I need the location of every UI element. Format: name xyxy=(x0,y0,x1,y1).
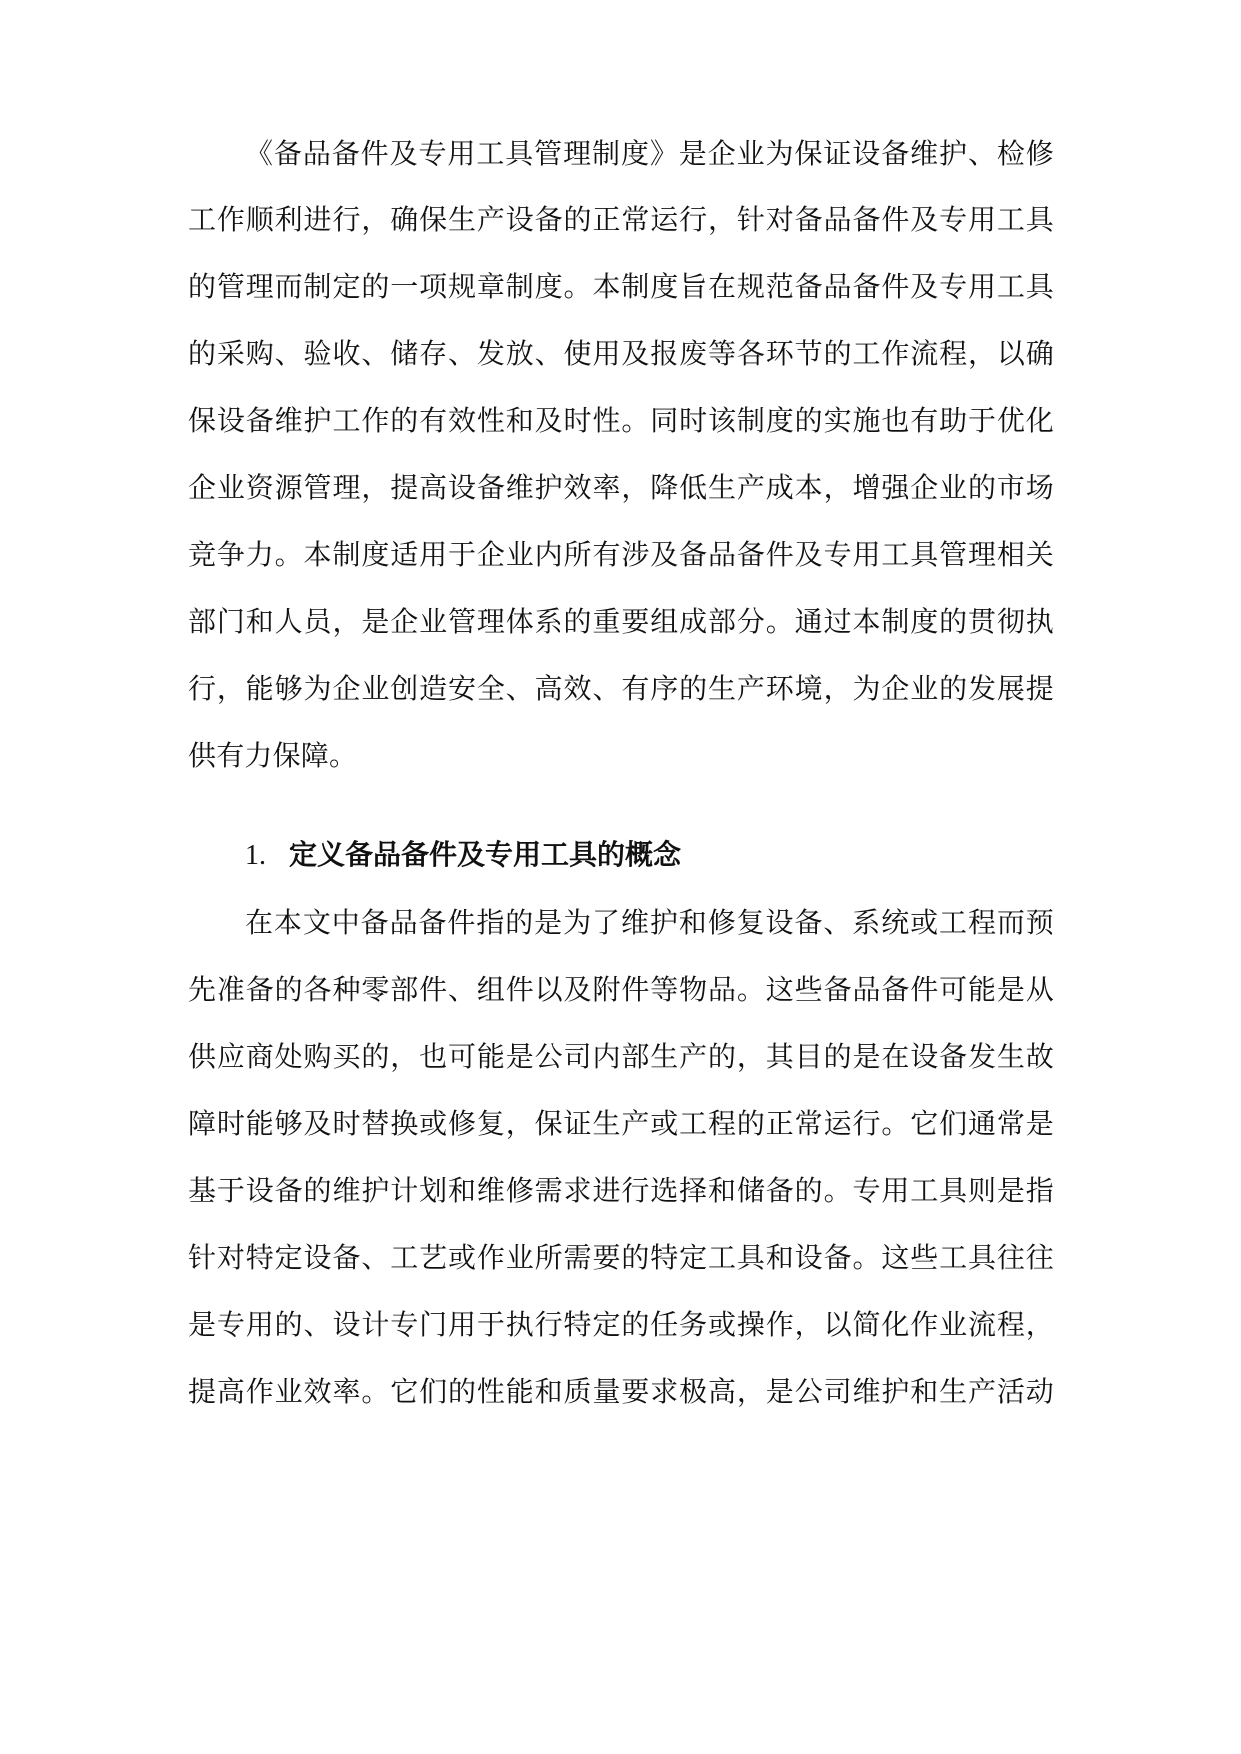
section-1-line-6: 针对特定设备、工艺或作业所需要的特定工具和设备。这些工具往往 xyxy=(188,1241,1054,1274)
intro-line-9: 行，能够为企业创造安全、高效、有序的生产环境，为企业的发展提 xyxy=(188,672,1054,705)
section-1-line-4: 障时能够及时替换或修复，保证生产或工程的正常运行。它们通常是 xyxy=(188,1107,1054,1140)
intro-line-8: 部门和人员，是企业管理体系的重要组成部分。通过本制度的贯彻执 xyxy=(188,605,1054,638)
section-1-line-8: 提高作业效率。它们的性能和质量要求极高，是公司维护和生产活动 xyxy=(188,1375,1054,1408)
section-1-title: 定义备品备件及专用工具的概念 xyxy=(289,838,682,871)
intro-line-2: 工作顺利进行，确保生产设备的正常运行，针对备品备件及专用工具 xyxy=(188,203,1054,236)
section-1-line-2: 先准备的各种零部件、组件以及附件等物品。这些备品备件可能是从 xyxy=(188,973,1054,1006)
intro-line-7: 竞争力。本制度适用于企业内所有涉及备品备件及专用工具管理相关 xyxy=(188,538,1054,571)
intro-line-5: 保设备维护工作的有效性和及时性。同时该制度的实施也有助于优化 xyxy=(188,404,1054,437)
intro-line-3: 的管理而制定的一项规章制度。本制度旨在规范备品备件及专用工具 xyxy=(188,270,1054,303)
intro-line-4: 的采购、验收、储存、发放、使用及报废等各环节的工作流程，以确 xyxy=(188,337,1054,370)
section-1-line-7: 是专用的、设计专门用于执行特定的任务或操作，以简化作业流程， xyxy=(188,1308,1054,1341)
section-1-line-3: 供应商处购买的，也可能是公司内部生产的，其目的是在设备发生故 xyxy=(188,1040,1054,1073)
intro-line-1: 《备品备件及专用工具管理制度》是企业为保证设备维护、检修 xyxy=(245,137,1054,170)
section-1-number: 1. xyxy=(245,840,266,871)
section-1-heading xyxy=(245,835,681,876)
section-1-line-1: 在本文中备品备件指的是为了维护和修复设备、系统或工程而预 xyxy=(245,906,1054,939)
section-1-line-5: 基于设备的维护计划和维修需求进行选择和储备的。专用工具则是指 xyxy=(188,1174,1054,1207)
intro-line-10: 供有力保障。 xyxy=(188,739,358,772)
intro-line-6: 企业资源管理，提高设备维护效率，降低生产成本，增强企业的市场 xyxy=(188,471,1054,504)
